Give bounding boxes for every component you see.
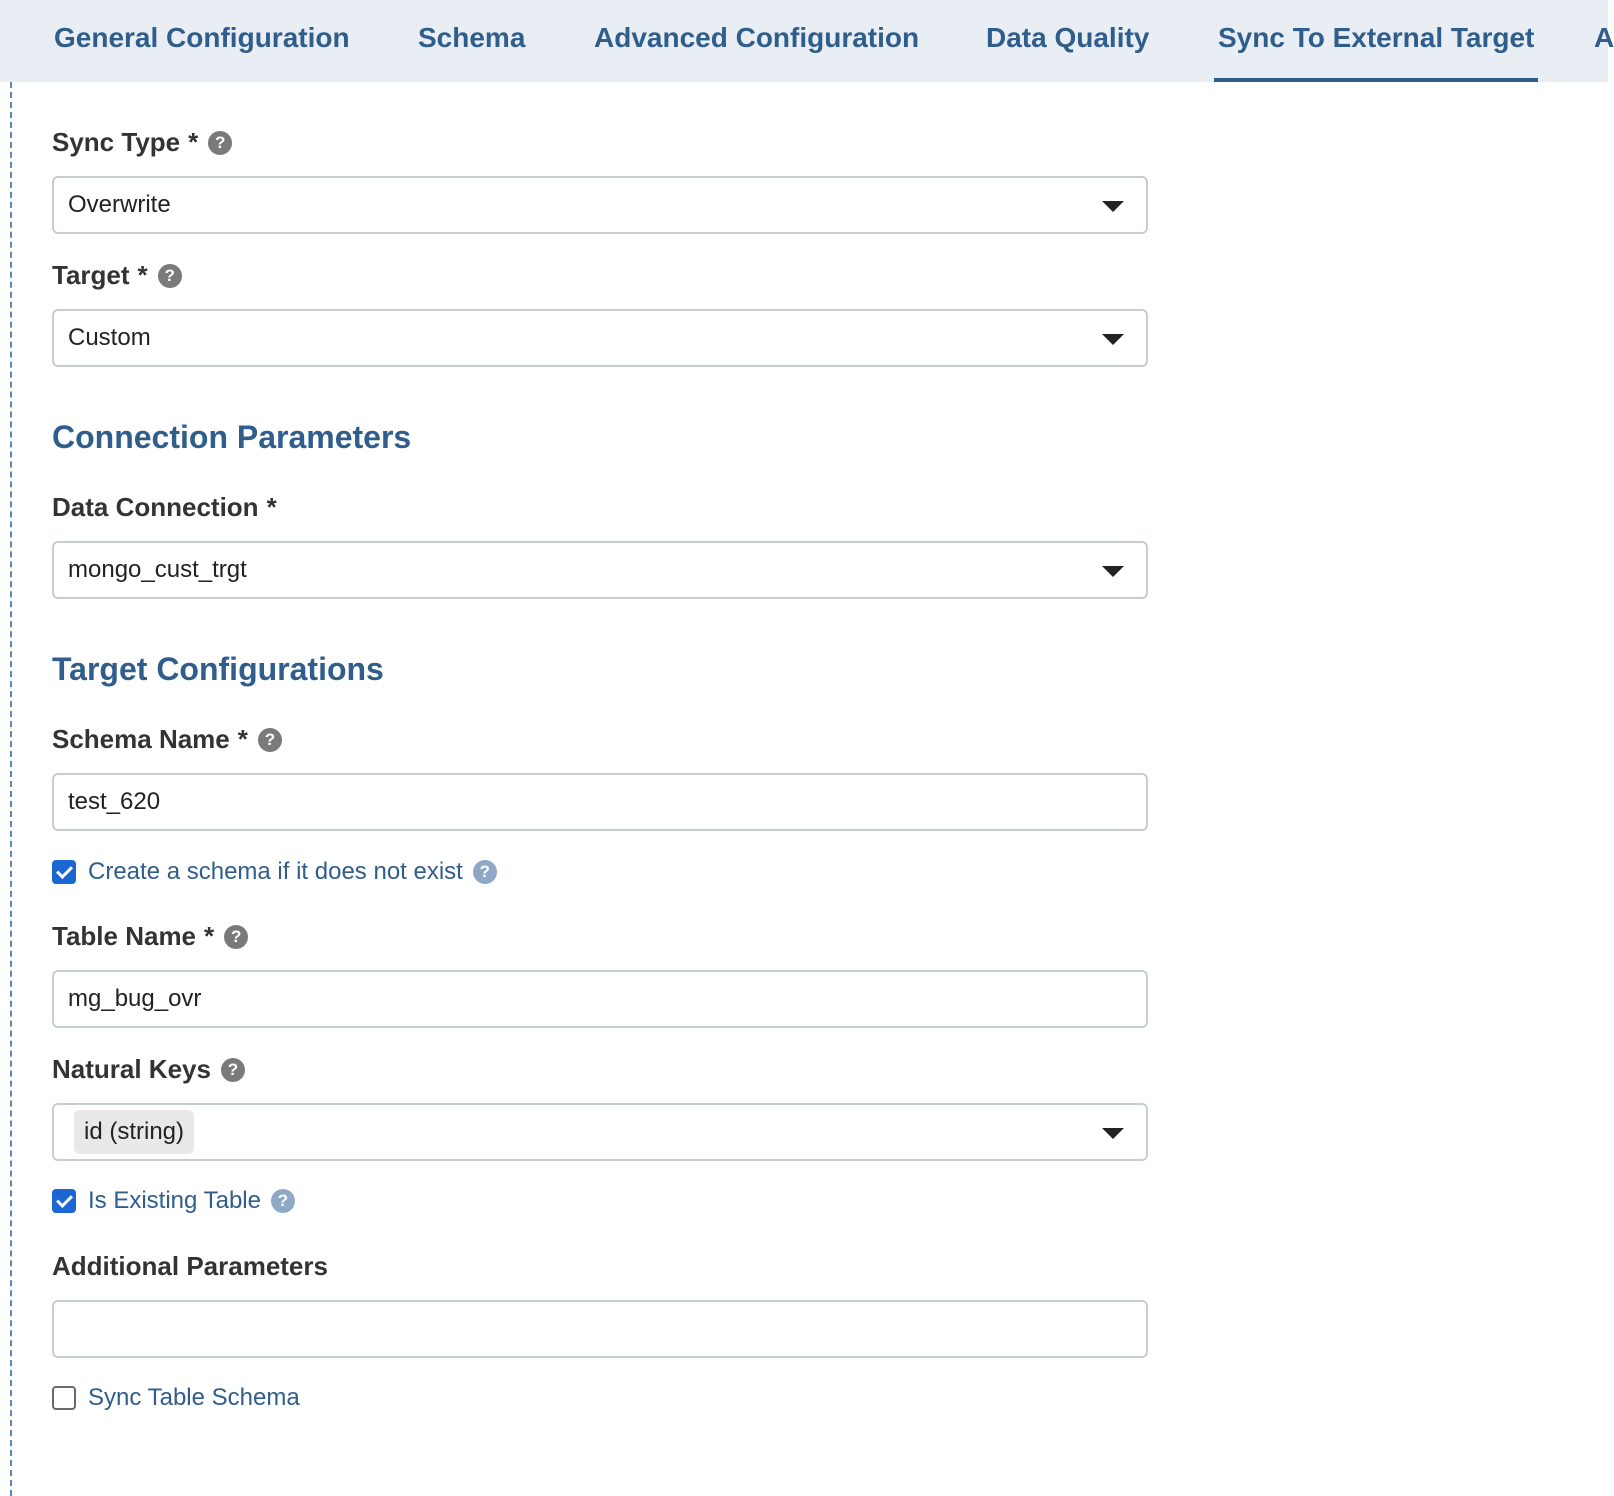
required-marker: *	[237, 724, 248, 754]
sync-type-label	[52, 127, 232, 158]
chevron-down-icon	[1102, 334, 1124, 345]
required-marker: *	[266, 492, 277, 522]
additional-parameters-input[interactable]	[52, 1300, 1148, 1358]
required-marker: *	[137, 260, 148, 290]
sync-table-schema-label[interactable]: Sync Table Schema	[88, 1384, 300, 1411]
schema-name-input[interactable]	[52, 773, 1148, 831]
chevron-down-icon	[1102, 1128, 1124, 1139]
table-name-input[interactable]	[52, 970, 1148, 1028]
data-connection-label-text: Data Connection	[52, 492, 259, 522]
create-schema-label[interactable]: Create a schema if it does not exist	[88, 858, 463, 885]
data-connection-value: mongo_cust_trgt	[68, 556, 247, 583]
required-marker: *	[188, 127, 199, 157]
help-icon[interactable]: ?	[158, 264, 182, 288]
schema-name-label-text: Schema Name	[52, 724, 230, 754]
data-connection-label	[52, 492, 277, 523]
is-existing-table-checkbox[interactable]	[52, 1189, 76, 1213]
tab-overflow[interactable]: A	[1594, 22, 1614, 53]
help-icon[interactable]: ?	[221, 1058, 245, 1082]
data-connection-select[interactable]	[52, 541, 1148, 599]
sync-type-label-text: Sync Type	[52, 127, 181, 157]
create-schema-checkbox-row	[52, 858, 497, 886]
chevron-down-icon	[1102, 566, 1124, 577]
sync-type-select[interactable]	[52, 176, 1148, 234]
natural-key-chip[interactable]: id (string)	[74, 1110, 194, 1154]
required-marker: *	[204, 921, 215, 951]
target-value: Custom	[68, 324, 151, 351]
sync-table-schema-checkbox[interactable]	[52, 1386, 76, 1410]
target-label-text: Target	[52, 260, 130, 290]
tab-bar	[0, 0, 1614, 82]
help-icon[interactable]: ?	[271, 1189, 295, 1213]
natural-keys-label	[52, 1054, 245, 1085]
sync-type-value: Overwrite	[68, 191, 171, 218]
chevron-down-icon	[1102, 201, 1124, 212]
help-icon[interactable]: ?	[473, 860, 497, 884]
table-name-label-text: Table Name	[52, 921, 197, 951]
natural-keys-select[interactable]	[52, 1103, 1148, 1161]
connection-parameters-heading: Connection Parameters	[52, 419, 412, 455]
tab-advanced-configuration[interactable]: Advanced Configuration	[594, 22, 920, 53]
is-existing-table-label[interactable]: Is Existing Table	[88, 1187, 261, 1214]
target-label	[52, 260, 182, 291]
help-icon[interactable]: ?	[258, 728, 282, 752]
tab-sync-to-external-target[interactable]: Sync To External Target	[1214, 0, 1538, 82]
help-icon[interactable]: ?	[224, 925, 248, 949]
is-existing-table-checkbox-row	[52, 1187, 295, 1215]
target-configurations-heading: Target Configurations	[52, 651, 384, 687]
table-name-label	[52, 921, 248, 952]
sync-table-schema-checkbox-row	[52, 1384, 300, 1412]
target-select[interactable]	[52, 309, 1148, 367]
schema-name-label	[52, 724, 282, 755]
tab-data-quality[interactable]: Data Quality	[986, 22, 1150, 53]
additional-parameters-label-text: Additional Parameters	[52, 1251, 328, 1281]
create-schema-checkbox[interactable]	[52, 860, 76, 884]
natural-keys-label-text: Natural Keys	[52, 1054, 211, 1084]
tab-general-configuration[interactable]: General Configuration	[54, 22, 350, 53]
panel-left-guide	[10, 82, 12, 1496]
help-icon[interactable]: ?	[208, 131, 232, 155]
additional-parameters-label	[52, 1251, 328, 1282]
tab-schema[interactable]: Schema	[418, 22, 526, 53]
